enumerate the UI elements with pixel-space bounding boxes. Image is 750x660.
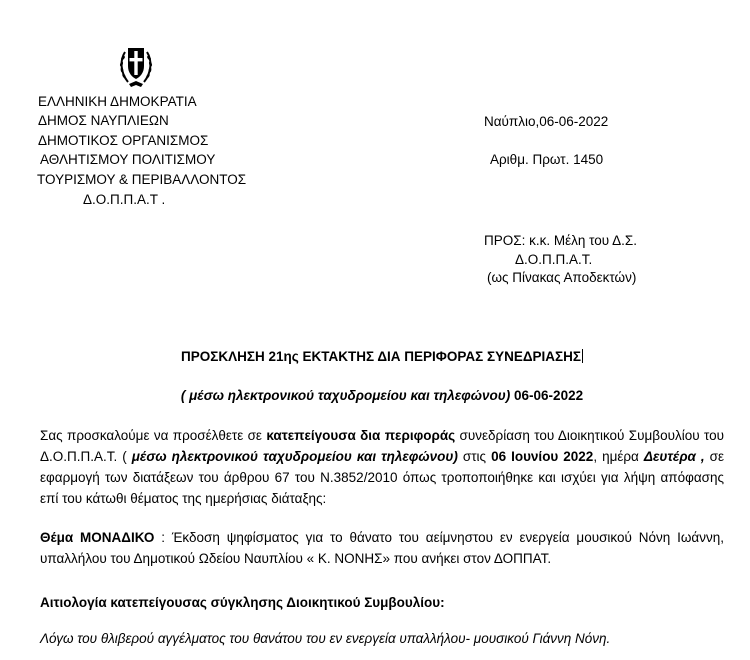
place-date: Ναύπλιο,06-06-2022 (484, 114, 609, 129)
subtitle-date: 06-06-2022 (510, 388, 584, 403)
p1-text-i: σε εφαρμογή των διατάξεων του άρθρου 67 του Ν.3852/2010 όπως τροποποιήθηκε και ισχύει για λήψη απόφασης επί του κάτωθι θέματος της ημερήσιας διάταξης: (40, 449, 725, 506)
urgency-heading: Αιτιολογία κατεπείγουσας σύγκλησης Διοικητικού Συμβουλίου: (40, 595, 445, 610)
p1-bold-italic-method: μέσω ηλεκτρονικού ταχυδρομείου και τηλεφώνου) (131, 449, 458, 464)
document-subtitle (40, 389, 724, 403)
urgency-reason: Λόγω του θλιβερού αγγέλματος του θανάτου του εν ενεργεία υπαλλήλου- μουσικού Γιάννη Νόνη. (40, 631, 611, 646)
org-line-3: ΔΗΜΟΤΙΚΟΣ ΟΡΓΑΝΙΣΜΟΣ (38, 133, 209, 148)
p1-text-g: , ημέρα (593, 449, 644, 464)
recipients-line-1: ΠΡΟΣ: κ.κ. Μέλη του Δ.Σ. (484, 233, 638, 248)
p1-bold-urgent: κατεπείγουσα δια περιφοράς (266, 428, 456, 443)
org-line-4: ΑΘΛΗΤΙΣΜΟΥ ΠΟΛΙΤΙΣΜΟΥ (40, 152, 216, 167)
p1-text-c: συνεδρίαση του Διοικητικού Συμβουλίου του Δ.Ο.Π.Π.Α.Τ. ( (40, 428, 724, 464)
p1-text-e: στις (457, 449, 492, 464)
invitation-paragraph (40, 425, 724, 509)
p1-bold-italic-day: Δευτέρα , (643, 449, 705, 464)
p1-bold-date: 06 Ιουνίου 2022 (491, 449, 594, 464)
subject-label: Θέμα ΜΟΝΑΔΙΚΟ (40, 530, 155, 545)
org-line-2: ΔΗΜΟΣ ΝΑΥΠΛΙΕΩΝ (38, 113, 169, 128)
recipients-line-3: (ως Πίνακας Αποδεκτών) (487, 270, 637, 285)
org-line-6: Δ.Ο.Π.Π.Α.Τ . (83, 192, 166, 207)
subject-text: : Έκδοση ψηφίσματος για το θάνατο του αείμνηστου εν ενεργεία μουσικού Νόνη Ιωάννη, υπαλλήλου του Δημοτικού Ωδείου Ναυπλίου « Κ. ΝΟΝΗΣ» που ανήκει στον ΔΟΠΠΑΤ. (40, 530, 724, 566)
org-line-1: ΕΛΛΗΝΙΚΗ ΔΗΜΟΚΡΑΤΙΑ (38, 94, 197, 109)
document-title (40, 349, 724, 364)
p1-text-a: Σας προσκαλούμε να προσέλθετε σε (40, 428, 267, 443)
text-cursor (582, 349, 583, 363)
subtitle-italic: ( μέσω ηλεκτρονικού ταχυδρομείου και τηλεφώνου) (180, 388, 511, 403)
recipients-line-2: Δ.Ο.Π.Π.Α.Τ. (515, 252, 593, 267)
subject-paragraph (40, 527, 724, 569)
document-title-text: ΠΡΟΣΚΛΗΣΗ 21ης ΕΚΤΑΚΤΗΣ ΔΙΑ ΠΕΡΙΦΟΡΑΣ ΣΥΝΕΔΡΙΑΣΗΣ (180, 349, 581, 364)
protocol-number: Αριθμ. Πρωτ. 1450 (490, 152, 604, 167)
org-line-5: ΤΟΥΡΙΣΜΟΥ & ΠΕΡΙΒΑΛΛΟΝΤΟΣ (37, 172, 247, 187)
greek-coat-of-arms-icon (117, 42, 155, 90)
